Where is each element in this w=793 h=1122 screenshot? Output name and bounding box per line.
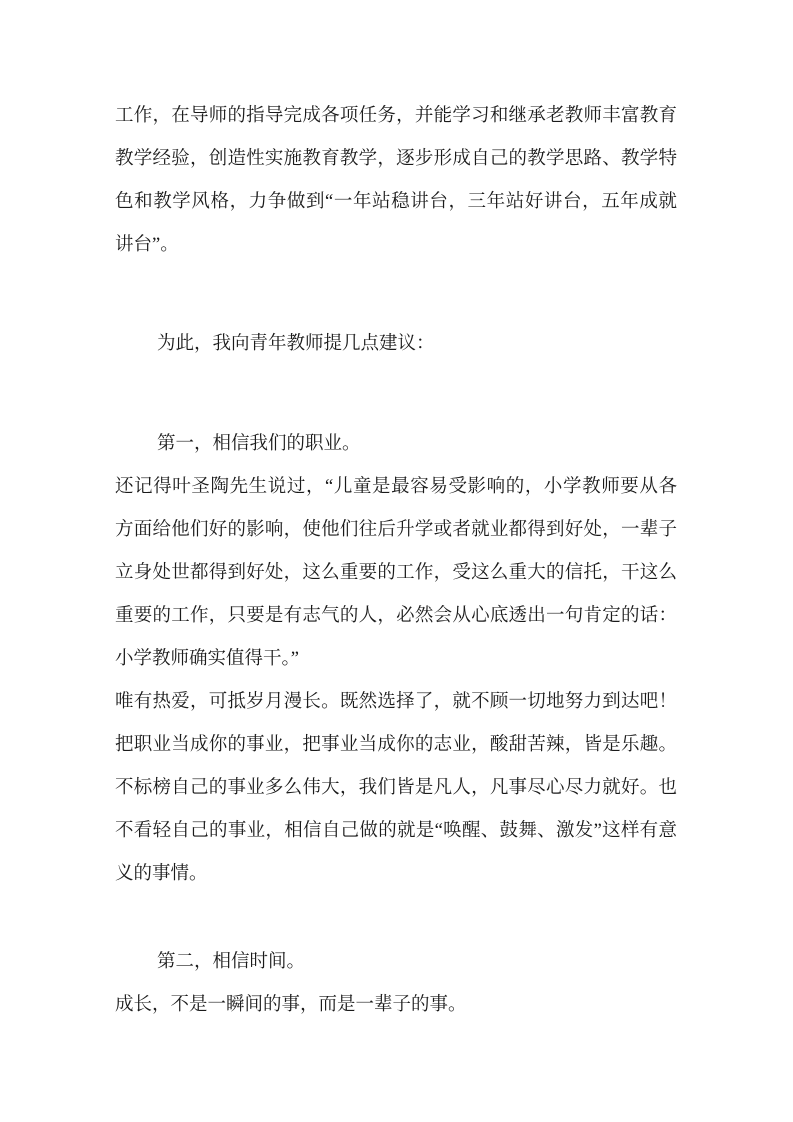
paragraph-passion: 唯有热爱，可抵岁月漫长。既然选择了，就不顾一切地努力到达吧！把职业当成你的事业，把事业当成你的志业，酸甜苦辣，皆是乐趣。不标榜自己的事业多么伟大，我们皆是凡人，凡事尽心尽力就好。也不看轻自己的事业，相信自己做的就是“唤醒、鼓舞、激发”这样有意义的事情。 [115, 692, 677, 884]
paragraph-suggestions-intro: 为此，我向青年教师提几点建议： [157, 334, 435, 354]
paragraph-ye-shengtao-quote: 还记得叶圣陶先生说过，“儿童是最容易受影响的，小学教师要从各方面给他们好的影响，使他们往后升学或者就业都得到好处，一辈子立身处世都得到好处，这么重要的工作，受这么重大的信托，干这么重要的工作，只要是有志气的人，必然会从心底透出一句肯定的话：小学教师确实值得干。” [115, 477, 677, 669]
paragraph-growth: 成长，不是一瞬间的事，而是一辈子的事。 [115, 995, 467, 1015]
paragraph-heading-second: 第二，相信时间。 [157, 952, 306, 972]
paragraph-continuation: 工作，在导师的指导完成各项任务，并能学习和继承老教师丰富教育教学经验，创造性实施教育教学，逐步形成自己的教学思路、教学特色和教学风格，力争做到“一年站稳讲台，三年站好讲台，五年成就讲台”。 [115, 106, 677, 255]
paragraph-heading-first: 第一，相信我们的职业。 [157, 434, 361, 454]
